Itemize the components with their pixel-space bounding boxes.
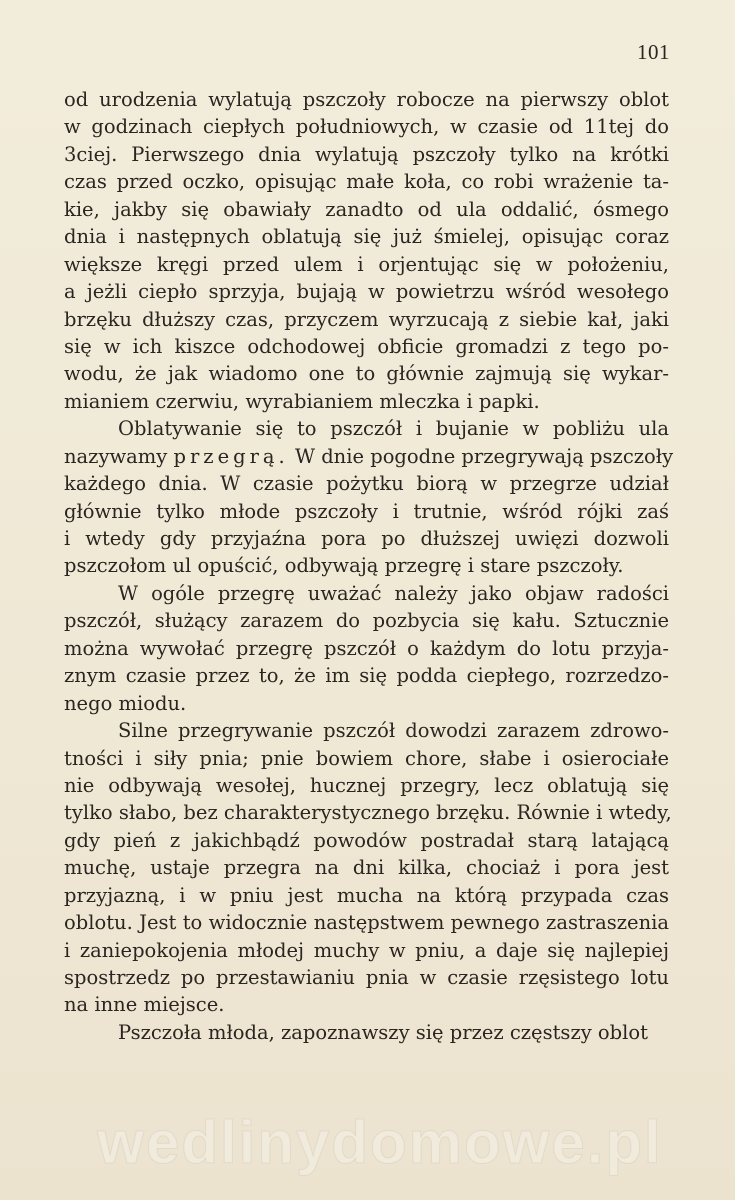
text-line-with-emphasis bbox=[64, 443, 674, 470]
text-line: każdego dnia. W czasie pożytku biorą w przegrze udział bbox=[64, 472, 669, 496]
text-line: i wtedy gdy przyjaźna pora po dłuższej uwięzi dozwoli bbox=[64, 527, 669, 550]
text-line: brzęku dłuższy czas, przyczem wyrzucają z siebie kał, jaki bbox=[64, 307, 669, 331]
text-line: się w ich kiszce odchodowej obficie gromadzi z tego po- bbox=[64, 334, 669, 358]
text-line: głównie tylko młode pszczoły i trutnie, wśród rójki zaś bbox=[64, 499, 669, 523]
text-line: czas przed oczko, opisując małe koła, co robi wrażenie ta- bbox=[64, 170, 669, 194]
text-fragment: nazywamy bbox=[64, 444, 174, 468]
text-line: mianiem czerwiu, wyrabianiem mleczka i papki. bbox=[64, 389, 540, 413]
text-line: i zaniepokojenia młodej muchy w pniu, a daje się najlepiej bbox=[64, 938, 669, 962]
text-line: nego miodu. bbox=[64, 691, 187, 715]
text-line: gdy pień z jakichbądź powodów postradał starą latającą bbox=[64, 828, 669, 852]
emphasized-term: przegrą. bbox=[173, 444, 289, 468]
text-line: większe kręgi przed ulem i orjentując się w położeniu, bbox=[64, 252, 669, 276]
text-line: w godzinach ciepłych południowych, w czasie od 11tej do bbox=[64, 115, 669, 139]
text-line: pszczół, służący zarazem do pozbycia się kału. Sztucznie bbox=[64, 609, 669, 633]
text-line: wodu, że jak wiadomo one to głównie zajmują się wykar- bbox=[64, 362, 669, 386]
text-line: tylko słabo, bez charakterystycznego brzęku. Równie i wtedy, bbox=[64, 801, 672, 825]
text-line: można wywołać przegrę pszczół o każdym do lotu przyja- bbox=[64, 636, 669, 660]
text-line: kie, jakby się obawiały zanadto od ula oddalić, ósmego bbox=[64, 197, 669, 221]
paragraph-start-line: W ogóle przegrę uważać należy jako objaw radości bbox=[118, 581, 669, 605]
paragraph-start-line: Pszczoła młoda, zapoznawszy się przez częstszy oblot bbox=[118, 1020, 648, 1044]
text-line: tności i siły pnia; pnie bowiem chore, słabe i osierociałe bbox=[64, 746, 669, 770]
text-line: 3ciej. Pierwszego dnia wylatują pszczoły tylko na krótki bbox=[64, 142, 669, 166]
text-line: spostrzedz po przestawianiu pnia w czasie rzęsistego lotu bbox=[64, 966, 669, 989]
text-line: od urodzenia wylatują pszczoły robocze na pierwszy oblot bbox=[64, 88, 669, 111]
page-number: 101 bbox=[637, 40, 670, 64]
text-line: przyjazną, i w pniu jest mucha na którą przypada czas bbox=[64, 883, 669, 907]
text-line: oblotu. Jest to widocznie następstwem pewnego zastraszenia bbox=[64, 911, 669, 935]
text-line: pszczołom ul opuścić, odbywają przegrę i stare pszczoły. bbox=[64, 554, 624, 578]
text-line: na inne miejsce. bbox=[64, 993, 225, 1017]
body-text bbox=[64, 86, 674, 1046]
text-line: nie odbywają wesołej, hucznej przegry, lecz oblatują się bbox=[64, 773, 669, 797]
text-fragment: W dnie pogodne przegrywają pszczoły bbox=[288, 444, 674, 468]
text-line: a jeżli ciepło sprzyja, bujają w powietrzu wśród wesołego bbox=[64, 280, 669, 304]
text-line: dnia i następnych oblatują się już śmielej, opisując coraz bbox=[64, 225, 669, 249]
paragraph-start-line: Silne przegrywanie pszczół dowodzi zarazem zdrowo- bbox=[118, 719, 669, 743]
text-line: znym czasie przez to, że im się podda ciepłego, rozrzedzo- bbox=[64, 664, 669, 688]
watermark: wedlinydomowe.pl bbox=[97, 1109, 663, 1176]
text-line: muchę, ustaje przegra na dni kilka, chociaż i pora jest bbox=[64, 856, 669, 880]
paragraph-start-line: Oblatywanie się to pszczół i bujanie w pobliżu ula bbox=[118, 417, 669, 441]
